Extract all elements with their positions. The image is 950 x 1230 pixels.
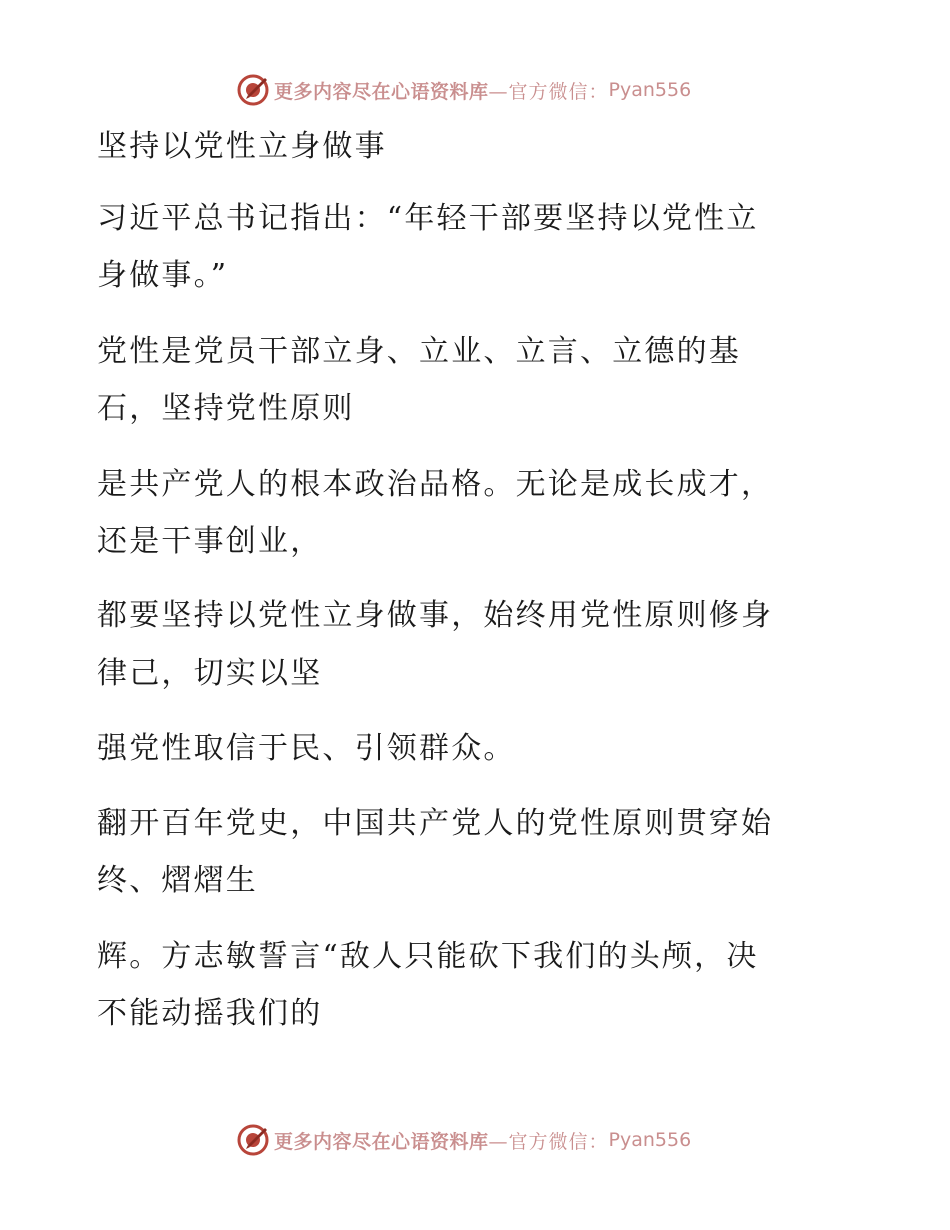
text-line: 石，坚持党性原则: [97, 391, 355, 426]
text-line: 律己，切实以坚: [97, 656, 323, 691]
pen-logo-icon: [236, 1123, 270, 1157]
footer-watermark-banner: [236, 1122, 691, 1158]
text-line: 辉。方志敏誓言“敌人只能砍下我们的头颅，决: [97, 939, 759, 974]
header-watermark-banner: [236, 72, 691, 108]
text-line: 不能动摇我们的: [97, 996, 323, 1031]
banner-wechat-id: Pyan556: [608, 79, 692, 101]
banner-main-text: 更多内容尽在心语资料库: [274, 80, 489, 103]
text-line: 党性是党员干部立身、立业、立言、立德的基: [97, 334, 741, 369]
banner-sub-text: —官方微信：: [488, 80, 609, 103]
text-line: 终、熠熠生: [97, 863, 258, 898]
text-line: 是共产党人的根本政治品格。无论是成长成才，: [97, 467, 774, 502]
text-line: 还是干事创业，: [97, 524, 323, 559]
text-line: 都要坚持以党性立身做事，始终用党性原则修身: [97, 598, 774, 633]
text-line: 身做事。”: [97, 258, 229, 293]
text-line: 强党性取信于民、引领群众。: [97, 731, 516, 766]
document-title: 坚持以党性立身做事: [97, 129, 387, 164]
banner-sub-text: —官方微信：: [488, 1130, 609, 1153]
banner-main-text: 更多内容尽在心语资料库: [274, 1130, 489, 1153]
text-line: 翻开百年党史，中国共产党人的党性原则贯穿始: [97, 806, 774, 841]
pen-logo-icon: [236, 73, 270, 107]
banner-wechat-id: Pyan556: [608, 1129, 692, 1151]
text-line: 习近平总书记指出：“年轻干部要坚持以党性立: [97, 201, 759, 236]
